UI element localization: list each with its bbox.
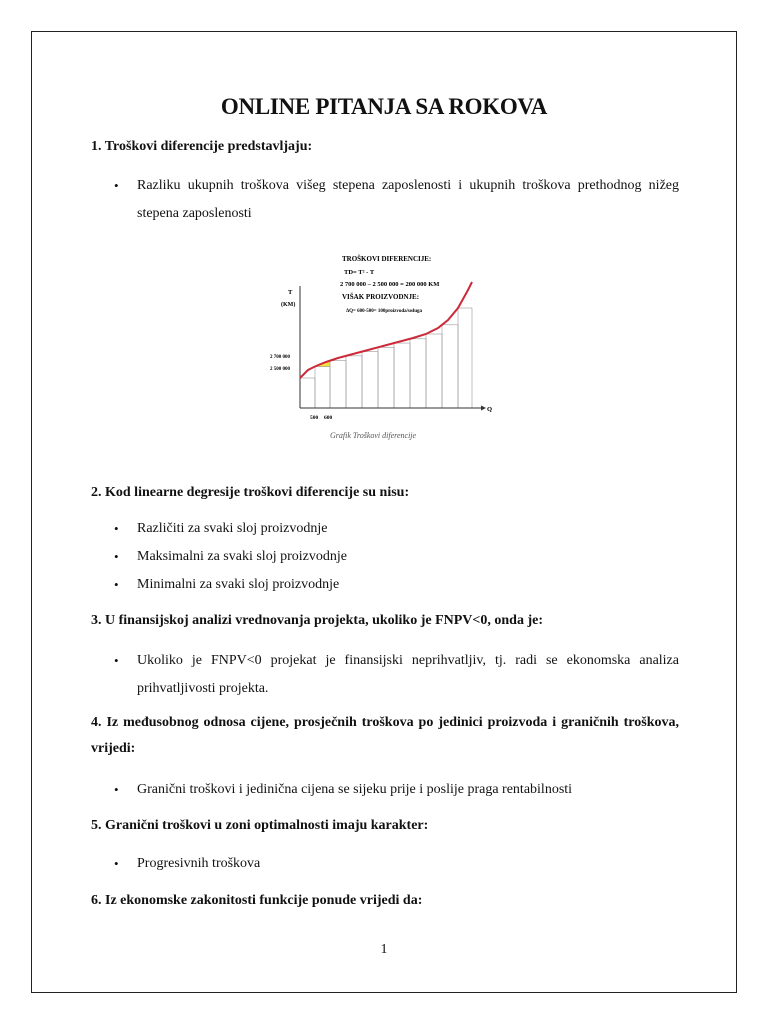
list-item (91, 647, 679, 703)
figure-surplus-heading: VIŠAK PROIZVODNJE: (342, 293, 420, 301)
page-number: 1 (380, 942, 388, 957)
bullet-icon: • (114, 521, 119, 536)
y-tick-label: 2 500 000 (270, 367, 290, 372)
list-item (91, 850, 679, 878)
bullet-icon: • (114, 549, 119, 564)
figure-caption: Grafik Troškovi diferencije (330, 431, 417, 440)
answer-text: Minimalni za svaki sloj proizvodnje (137, 577, 340, 592)
answer-text: Ukoliko je FNPV<0 projekat je finansijski neprihvatljiv, tj. radi se ekonomska analiza prihvatljivosti projekta. (137, 653, 679, 696)
step-bars (300, 308, 472, 408)
question-1: 1. Troškovi diferencije predstavljaju: (91, 139, 313, 154)
question-2: 2. Kod linearne degresije troškovi diferencije su nisu: (91, 485, 410, 500)
step-bar (362, 352, 378, 408)
answer-text: Različiti za svaki sloj proizvodnje (137, 521, 328, 536)
step-bar (410, 339, 426, 408)
list-item (91, 515, 679, 543)
x-axis-label: Q (487, 406, 493, 413)
answers-3 (91, 647, 679, 703)
y-tick-label: 2 700 000 (270, 355, 290, 360)
x-tick-label: 600 (324, 415, 333, 421)
step-bar (330, 361, 346, 408)
y-axis-unit: (KM) (281, 302, 296, 308)
y-axis-label: T (288, 289, 293, 296)
step-bar (378, 347, 394, 408)
step-bar (300, 378, 315, 408)
cost-curve-chart (268, 246, 500, 444)
answers-4 (91, 776, 679, 804)
question-5: 5. Granični troškovi u zoni optimalnosti imaju karakter: (91, 818, 429, 833)
step-bar (315, 367, 330, 409)
x-axis-arrow-icon (481, 406, 486, 411)
cost-difference-figure (268, 246, 500, 444)
bullet-icon: • (114, 178, 119, 193)
step-bar (346, 356, 362, 408)
x-tick-label: 500 (310, 415, 319, 421)
answer-text: Progresivnih troškova (137, 856, 261, 871)
figure-surplus-formula: ΔQ= 600-500= 100proizvoda/usluga (346, 309, 422, 314)
list-item (91, 776, 679, 804)
bullet-icon: • (114, 653, 119, 668)
list-item (91, 543, 679, 571)
figure-heading: TROŠKOVI DIFERENCIJE: (342, 255, 432, 263)
answer-text: Granični troškovi i jedinična cijena se sijeku prije i poslije praga rentabilnosti (137, 782, 573, 797)
figure-calculation: 2 700 000 – 2 500 000 = 200 000 KM (340, 281, 440, 288)
bullet-icon: • (114, 856, 119, 871)
list-item (91, 172, 679, 228)
page-title: ONLINE PITANJA SA ROKOVA (220, 94, 548, 119)
step-bar (394, 343, 410, 408)
answers-2 (91, 515, 679, 599)
answer-text: Maksimalni za svaki sloj proizvodnje (137, 549, 347, 564)
answer-text: Razliku ukupnih troškova višeg stepena zaposlenosti i ukupnih troškova prethodnog nižeg stepena zaposlenosti (137, 178, 679, 221)
question-3: 3. U finansijskoj analizi vrednovanja projekta, ukoliko je FNPV<0, onda je: (91, 613, 543, 628)
step-bar (458, 308, 472, 408)
bullet-icon: • (114, 782, 119, 797)
figure-formula: TD= T² - T (344, 269, 375, 276)
bullet-icon: • (114, 577, 119, 592)
question-4: 4. Iz međusobnog odnosa cijene, prosječnih troškova po jedinici proizvoda i graničnih troškova, vrijedi: (91, 715, 679, 756)
answers-1 (91, 172, 679, 228)
answers-5 (91, 850, 679, 878)
list-item (91, 571, 679, 599)
step-bar (442, 325, 458, 408)
question-6: 6. Iz ekonomske zakonitosti funkcije ponude vrijedi da: (91, 893, 423, 908)
step-bar (426, 334, 442, 408)
